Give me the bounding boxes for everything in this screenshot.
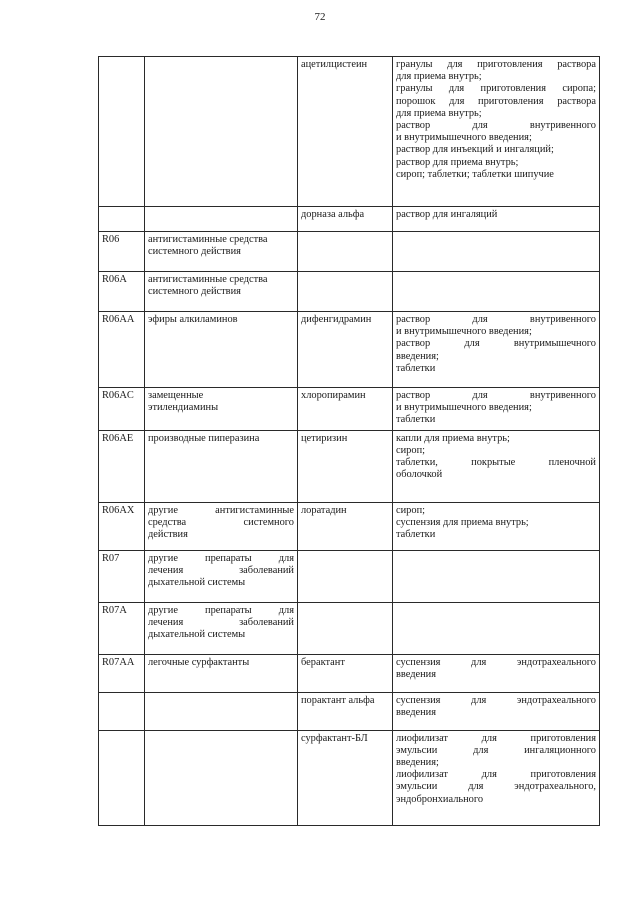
- dosage-form-line: суспензия для приема внутрь;: [396, 516, 529, 528]
- dosage-forms-cell: [393, 57, 600, 207]
- dosage-forms-cell: [393, 730, 600, 825]
- group-name-line: дыхательной системы: [148, 629, 246, 641]
- dosage-forms-cell: [393, 692, 600, 730]
- group-name-cell: [145, 550, 298, 602]
- group-name-line: этилендиамины: [148, 402, 219, 414]
- dosage-forms-cell: [393, 312, 600, 388]
- dosage-form-line: раствор для внутривенного: [396, 390, 596, 401]
- group-name-line: другие препараты для: [148, 552, 294, 564]
- table-row: [99, 57, 600, 207]
- dosage-forms-cell: [393, 654, 600, 692]
- dosage-form-line: раствор для внутривенного: [396, 314, 596, 325]
- table-row: [99, 232, 600, 272]
- drug-name: берактант: [301, 656, 345, 668]
- atc-code-cell: [99, 730, 145, 825]
- group-name-line: системного действия: [148, 286, 241, 298]
- dosage-form-line: оболочкой: [396, 469, 443, 481]
- group-name-cell: [145, 602, 298, 654]
- group-name-cell: [145, 272, 298, 312]
- group-name-line: средства системного: [148, 516, 294, 528]
- table-row: [99, 654, 600, 692]
- table-row: [99, 730, 600, 825]
- drug-name-cell: [298, 550, 393, 602]
- group-name-line: антигистаминные средства: [148, 274, 268, 285]
- dosage-forms-cell: [393, 388, 600, 431]
- dosage-form-line: для приема внутрь;: [396, 107, 482, 119]
- group-name-cell: [145, 207, 298, 232]
- drug-name-cell: [298, 272, 393, 312]
- drug-classification-table: [98, 56, 600, 826]
- group-name-cell: [145, 232, 298, 272]
- dosage-form-line: раствор для приема внутрь;: [396, 156, 519, 168]
- atc-code-cell: [99, 232, 145, 272]
- table-row: [99, 602, 600, 654]
- group-name-cell: [145, 312, 298, 388]
- atc-code-cell: [99, 550, 145, 602]
- group-name-line: системного действия: [148, 246, 241, 258]
- drug-name: дорназа альфа: [301, 209, 365, 220]
- drug-name-cell: [298, 57, 393, 207]
- dosage-form-line: и внутримышечного введения;: [396, 132, 532, 144]
- dosage-forms-cell: [393, 602, 600, 654]
- dosage-form-line: и внутримышечного введения;: [396, 402, 532, 414]
- group-name-line: производные пиперазина: [148, 432, 260, 444]
- atc-code-cell: [99, 502, 145, 550]
- group-name-line: другие препараты для: [148, 604, 294, 616]
- atc-code: R07AA: [102, 656, 135, 668]
- table-row: [99, 502, 600, 550]
- drug-name-cell: [298, 730, 393, 825]
- atc-code-cell: [99, 207, 145, 232]
- group-name-cell: [145, 430, 298, 502]
- dosage-forms-cell: [393, 232, 600, 272]
- dosage-form-line: сироп;: [396, 444, 426, 456]
- dosage-form-line: лиофилизат для приготовления: [396, 732, 596, 744]
- atc-code: R07A: [102, 604, 127, 616]
- drug-name-cell: [298, 312, 393, 388]
- group-name-cell: [145, 654, 298, 692]
- atc-code-cell: [99, 602, 145, 654]
- dosage-form-line: и внутримышечного введения;: [396, 326, 532, 338]
- group-name-cell: [145, 692, 298, 730]
- dosage-form-line: суспензия для эндотрахеального: [396, 694, 596, 706]
- drug-name-cell: [298, 654, 393, 692]
- group-name-line: легочные сурфактанты: [148, 656, 250, 668]
- table-row: [99, 550, 600, 602]
- dosage-form-line: раствор для внутривенного: [396, 120, 596, 132]
- table-row: [99, 430, 600, 502]
- dosage-form-line: раствор для инъекций и ингаляций;: [396, 144, 554, 156]
- table-row: [99, 207, 600, 232]
- group-name-line: другие антигистаминные: [148, 504, 294, 516]
- dosage-form-line: раствор для ингаляций: [396, 209, 498, 220]
- group-name-line: дыхательной системы: [148, 577, 246, 589]
- dosage-form-line: капли для приема внутрь;: [396, 432, 510, 444]
- drug-name: сурфактант-БЛ: [301, 732, 368, 744]
- drug-name-cell: [298, 430, 393, 502]
- table-row: [99, 692, 600, 730]
- dosage-forms-cell: [393, 502, 600, 550]
- dosage-form-line: сироп; таблетки; таблетки шипучие: [396, 168, 554, 180]
- group-name-cell: [145, 388, 298, 431]
- dosage-form-line: суспензия для эндотрахеального: [396, 656, 596, 668]
- dosage-form-line: гранулы для приготовления раствора: [396, 59, 596, 70]
- atc-code-cell: [99, 388, 145, 431]
- atc-code-cell: [99, 430, 145, 502]
- dosage-forms-cell: [393, 430, 600, 502]
- drug-name: ацетилцистеин: [301, 59, 368, 70]
- atc-code: R06A: [102, 274, 127, 285]
- group-name-line: замещенные: [148, 390, 204, 401]
- dosage-form-line: лиофилизат для приготовления: [396, 769, 596, 781]
- dosage-forms-cell: [393, 272, 600, 312]
- dosage-form-line: введения: [396, 668, 437, 680]
- dosage-form-line: эмульсии для эндотрахеального,: [396, 781, 596, 793]
- atc-code: R06AX: [102, 504, 135, 516]
- table-row: [99, 388, 600, 431]
- page-number: 72: [314, 11, 326, 23]
- drug-name: порактант альфа: [301, 694, 375, 706]
- atc-code: R06AE: [102, 432, 134, 444]
- dosage-form-line: таблетки: [396, 362, 436, 374]
- atc-code: R06: [102, 234, 120, 245]
- dosage-form-line: раствор для внутримышечного: [396, 338, 596, 350]
- dosage-form-line: гранулы для приготовления сиропа;: [396, 83, 596, 95]
- drug-name-cell: [298, 207, 393, 232]
- group-name-line: эфиры алкиламинов: [148, 314, 238, 325]
- dosage-form-line: эмульсии для ингаляционного: [396, 744, 596, 756]
- group-name-line: лечения заболеваний: [148, 616, 294, 628]
- table-row: [99, 312, 600, 388]
- atc-code: R06AC: [102, 390, 134, 401]
- atc-code-cell: [99, 692, 145, 730]
- drug-name-cell: [298, 692, 393, 730]
- drug-name: цетиризин: [301, 432, 348, 444]
- dosage-form-line: введения;: [396, 757, 439, 769]
- dosage-form-line: введения: [396, 706, 437, 718]
- dosage-form-line: порошок для приготовления раствора: [396, 95, 596, 107]
- group-name-cell: [145, 730, 298, 825]
- drug-name: лоратадин: [301, 504, 347, 516]
- drug-name-cell: [298, 232, 393, 272]
- drug-name-cell: [298, 502, 393, 550]
- atc-code-cell: [99, 312, 145, 388]
- table-row: [99, 272, 600, 312]
- dosage-form-line: сироп;: [396, 504, 426, 516]
- atc-code-cell: [99, 272, 145, 312]
- atc-code-cell: [99, 57, 145, 207]
- dosage-form-line: таблетки: [396, 414, 436, 426]
- dosage-form-line: для приема внутрь;: [396, 71, 482, 83]
- group-name-line: действия: [148, 529, 188, 541]
- group-name-line: лечения заболеваний: [148, 564, 294, 576]
- dosage-forms-cell: [393, 550, 600, 602]
- group-name-cell: [145, 57, 298, 207]
- dosage-form-line: введения;: [396, 350, 439, 362]
- group-name-cell: [145, 502, 298, 550]
- atc-code-cell: [99, 654, 145, 692]
- drug-name-cell: [298, 388, 393, 431]
- dosage-forms-cell: [393, 207, 600, 232]
- drug-name-cell: [298, 602, 393, 654]
- atc-code: R07: [102, 552, 120, 564]
- group-name-line: антигистаминные средства: [148, 234, 268, 245]
- drug-name: дифенгидрамин: [301, 314, 372, 325]
- drug-name: хлоропирамин: [301, 390, 366, 401]
- dosage-form-line: таблетки: [396, 529, 436, 541]
- dosage-form-line: таблетки, покрытые пленочной: [396, 457, 596, 469]
- dosage-form-line: эндобронхиального: [396, 793, 484, 805]
- atc-code: R06AA: [102, 314, 135, 325]
